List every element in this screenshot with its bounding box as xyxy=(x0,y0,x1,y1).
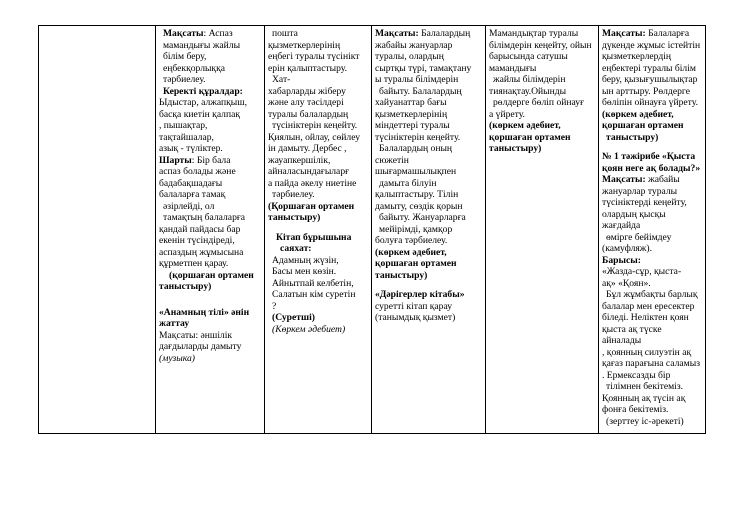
cell-zoo: Мақсаты: Балалардың жабайы жануарлар туралы, олардың сыртқы түрі, тамақтану ы туралы білімдерін байыту. Балалардың хайуанаттар бағы қызметкерлерінің міндеттері туралы түсініктерін кеңейту. Балалардың оның сюжетін шығармашылықпен дамыта білуін қалыптастыру. Тілін дамыту, сөздік қорын байыту. Жануарларға мейірімді, қамқор болуға тәрбиелеу. (көркем әдебиет, қоршаған ортамен таныстыру) «Дәрігерлер кітабы» суретті кітап қарау (танымдық қызмет) xyxy=(372,26,486,434)
doctors-book-title: «Дәрігерлер кітабы» xyxy=(375,289,465,300)
cell-shop-seller: Мамандықтар туралы білімдерін кеңейту, ойын барысында сатушы мамандығы жайлы білімдерін тиянақтау.Ойынды рөлдерге бөліп ойнауғ а үйрету. (көркем әдебиет, қоршаған ортамен таныстыру) xyxy=(486,26,599,434)
tools-heading: Керекті құралдар: xyxy=(163,85,243,97)
rules-label: Шарты xyxy=(159,154,192,166)
lesson-plan-table xyxy=(38,25,706,434)
cell-experiment: Мақсаты: Балаларға дүкенде жұмыс істейтін қызметкерлердің еңбектері туралы білім беру, қызығушылықтар ын арттыру. Рөлдерге бөліпін ойнауға үйрету. (көркем әдебиет, қоршаған ортамен таныстыру) № 1 тәжірибе «Қыста қоян неге ақ болады?» Мақсаты: жабайы жануарлар туралы түсініктерді кеңейту, олардың қысқы жағдайда өмірге бейімдеу (камуфляж). Барысы: «Жазда-сұр, қыста- ақ» «Қоян». Бұл жұмбақты барлық балалар мен ересектер біледі. Неліктен қоян қыста ақ түске айналады , қоянның силуэтін ақ қағаз парағына саламыз . Ермексазды бір тілімнен бекітеміз. Қоянның ақ түсін ақ фонға бекітеміз. (зерттеу іс-әрекеті) xyxy=(599,26,706,434)
procedure-label: Барысы: xyxy=(602,254,641,266)
goal-label: Мақсаты: xyxy=(602,174,646,185)
book-corner-heading: Кітап бұрышына xyxy=(276,231,352,243)
cell-chef-game: Мақсаты: Аспаз мамандығы жайлы білім беру, еңбекқорлыққа тәрбиелеу. Керекті құралдар: Ыдыстар, алжапқыш, басқа киетін қалпақ , пышақтар, тақтайшалар, азық - түліктер. Шарты: Бір бала аспаз болады және бадабақшадағы балаларға тамақ әзірлейді, ол тамақтың балаларға қандай пайдасы бар екенін түсіндіреді, аспаздың жұмысына құрметпен қарау. (қоршаған ортамен таныстыру) «Анамның тілі» әнін жаттау Мақсаты: әншілік дағдыларды дамыту (музыка) xyxy=(156,26,265,434)
table-row xyxy=(39,26,706,434)
goal-label: Мақсаты: xyxy=(602,28,646,39)
goal-label: Мақсаты xyxy=(163,28,204,39)
song-title: «Анамның тілі» әнін xyxy=(159,306,250,318)
cell-post-office: пошта қызметкерлерінің еңбегі туралы түсінікт ерін қалыптастыру. Хат- хабарларды жіберу және алу тәсілдері туралы балалардың түсініктерін кеңейту. Қиялын, ойлау, сөйлеу ін дамыту. Дербес , жауапкершілік, айналасындағыларғ а пайда әкелу ниетіне тәрбиелеу. (Қоршаған ортамен таныстыру) Кітап бұрышына саяхат: Адамның жүзін, Басы мен көзін. Айнытпай келбетін, Салатын кім суретін ? (Суретші) (Көркем әдебиет) xyxy=(265,26,372,434)
goal-label: Мақсаты: xyxy=(375,28,419,39)
experiment-title: № 1 тәжірибе «Қыста xyxy=(602,151,696,162)
empty-cell xyxy=(39,26,156,434)
